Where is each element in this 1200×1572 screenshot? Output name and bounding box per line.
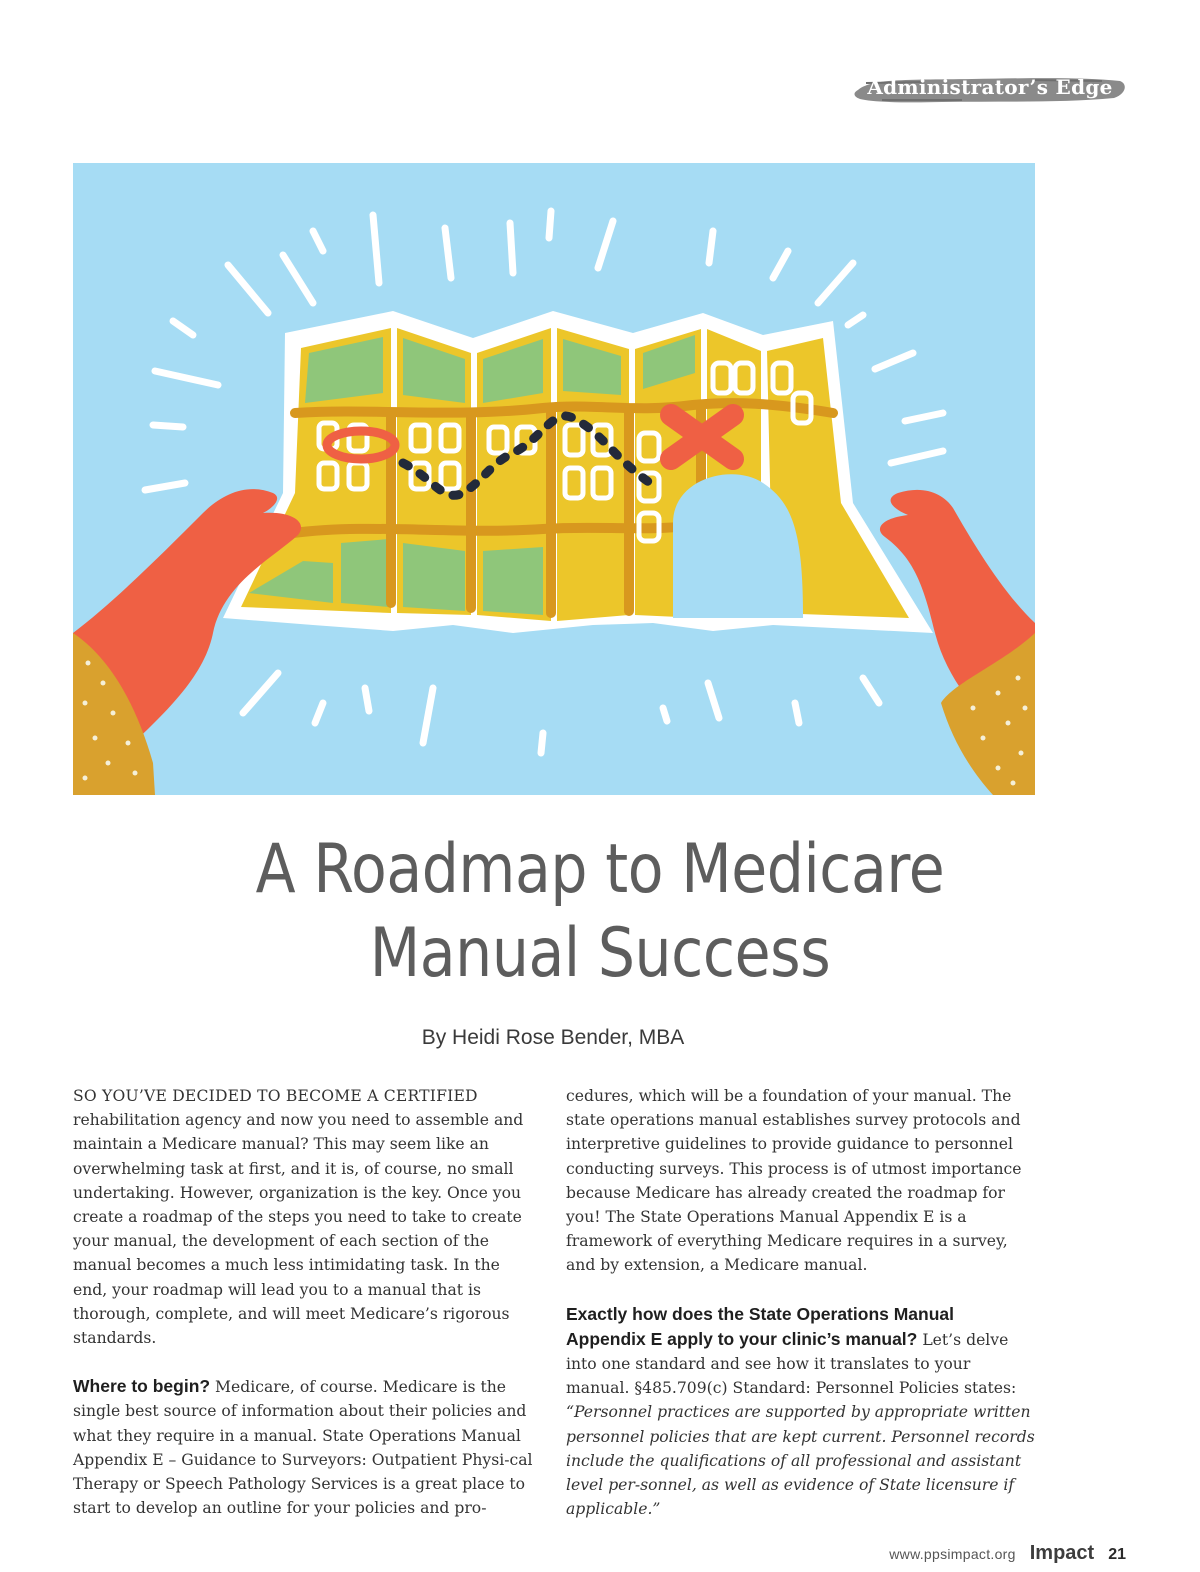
byline: By Heidi Rose Bender, MBA: [421, 1026, 685, 1049]
section-tag-label: Administrator’s Edge: [867, 75, 1113, 99]
page-number: 21: [1108, 1546, 1126, 1563]
paragraph-intro: [73, 1084, 538, 1350]
section-tag: [852, 74, 1128, 104]
footer-url: www.ppsimpact.org: [889, 1546, 1016, 1562]
paragraph-where-to-begin: [73, 1374, 538, 1520]
intro-text: rehabilitation agency and now you need to assemble and maintain a Medicare manual? This may seem like an overwhelming task at first, and it is, of course, no small undertaking. However, organization is the key. Once you create a roadmap of the steps you need to take to create your manual, the development of each section of the manual becomes a much less intimidating task. In the end, your roadmap will lead you to a manual that is thorough, complete, and will meet Medicare’s rigorous standards.: [73, 1111, 524, 1348]
article-column-right: [566, 1084, 1036, 1521]
subhead-where-to-begin: Where to begin?: [73, 1376, 211, 1397]
page-footer: [889, 1542, 1126, 1566]
intro-caps: SO YOU’VE DECIDED TO BECOME A CERTIFIED: [73, 1087, 478, 1105]
personnel-policies-quote: “Personnel practices are supported by appropriate written personnel policies that are kept current. Personnel records include the qualifications of all professional and assistant level per-sonnel, as well as evidence of State licensure if applicable.”: [566, 1403, 1035, 1519]
article-title-line-2: Manual Success: [369, 914, 831, 993]
article-column-left: [73, 1084, 538, 1520]
where-to-begin-text: Medicare, of course. Medicare is the single best source of information about their policies and what they require in a manual. State Operations Manual Appendix E – Guidance to Surveyors: Outpatient Physi-cal Therapy or Speech Pathology Services is a great place to start to develop an outline for your policies and pro-: [73, 1378, 533, 1518]
article-title: [170, 828, 1030, 996]
hero-illustration: [73, 163, 1035, 795]
magazine-name: Impact: [1029, 1542, 1095, 1564]
paragraph-procedures: cedures, which will be a foundation of your manual. The state operations manual establishes survey protocols and interpretive guidelines to provide guidance to personnel conducting surveys. This process is of utmost importance because Medicare has already created the roadmap for you! The State Operations Manual Appendix E is a framework of everything Medicare requires in a survey, and by extension, a Medicare manual.: [566, 1087, 1022, 1275]
paragraph-appendix-e: [566, 1302, 1036, 1522]
article-title-line-1: A Roadmap to Medicare: [255, 830, 945, 909]
folded-map-illustration-icon: [73, 163, 1035, 795]
appendix-e-text: Let’s delve into one standard and see how it translates to your manual. §485.709(c) Standard: Personnel Policies states:: [566, 1330, 1017, 1398]
subhead-appendix-e: Exactly how does the State Operations Manual Appendix E apply to your clinic’s manual?: [566, 1303, 955, 1349]
